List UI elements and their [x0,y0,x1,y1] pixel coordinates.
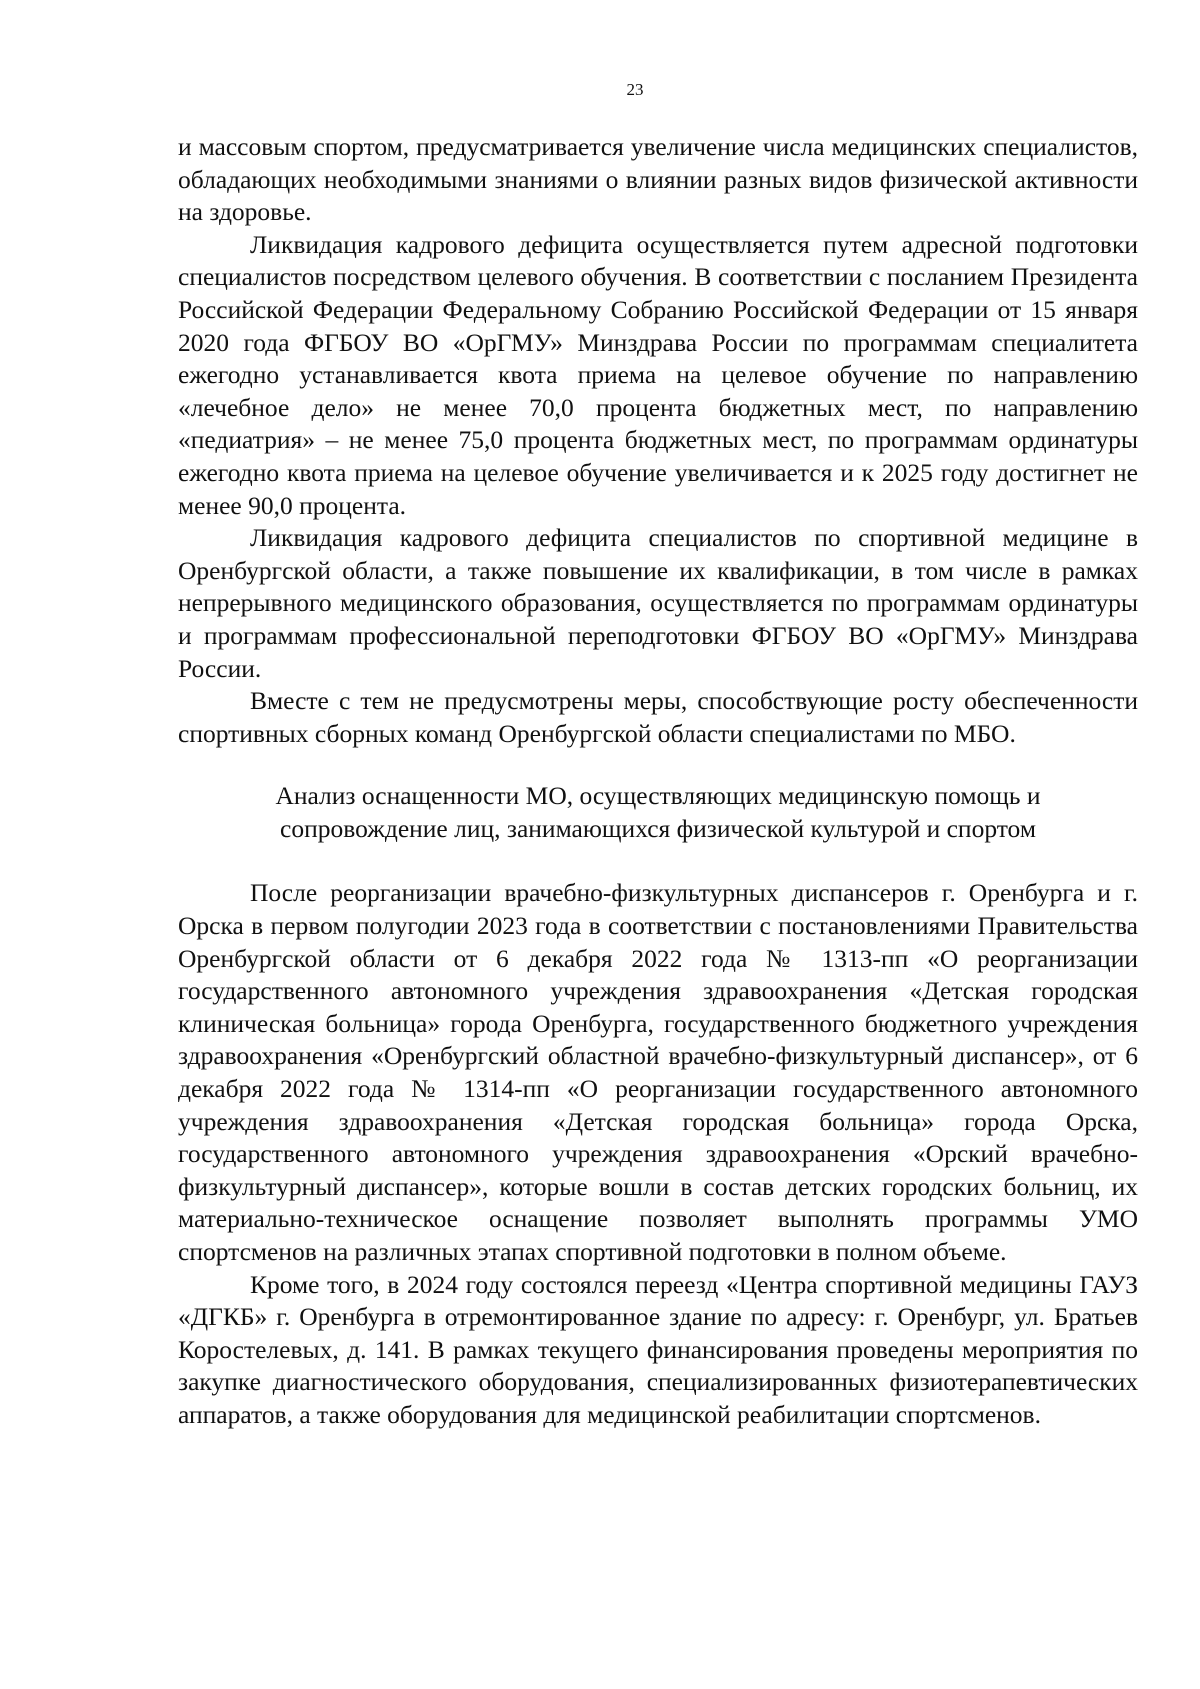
paragraph: После реорганизации врачебно-физкультурных диспансеров г. Оренбурга и г. Орска в первом полугодии 2023 года в соответствии с постановлениями Правительства Оренбургской области от 6 декабря 2022 года № 1313-пп «О реорганизации государственного автономного учреждения здравоохранения «Детская городская клиническая больница» города Оренбурга, государственного бюджетного учреждения здравоохранения «Оренбургский областной врачебно-физкультурный диспансер», от 6 декабря 2022 года № 1314-пп «О реорганизации государственного автономного учреждения здравоохранения «Детская городская больница» города Орска, государственного автономного учреждения здравоохранения «Орский врачебно-физкультурный диспансер», которые вошли в состав детских городских больниц, их материально-техническое оснащение позволяет выполнять программы УМО спортсменов на различных этапах спортивной подготовки в полном объеме. [178,878,1138,1266]
page-number: 23 [626,80,644,99]
section-heading: Анализ оснащенности МО, осуществляющих медицинскую помощь и сопровождение лиц, занимающихся физической культурой и спортом [275,781,1041,843]
paragraph: Вместе с тем не предусмотрены меры, способствующие росту обеспеченности спортивных сборных команд Оренбургской области специалистами по МБО. [178,686,1138,748]
paragraph: Ликвидация кадрового дефицита осуществляется путем адресной подготовки специалистов посредством целевого обучения. В соответствии с посланием Президента Российской Федерации Федеральному Собранию Российской Федерации от 15 января 2020 года ФГБОУ ВО «ОрГМУ» Минздрава России по программам специалитета ежегодно устанавливается квота приема на целевое обучение по направлению «лечебное дело» не менее 70,0 процента бюджетных мест, по направлению «педиатрия» – не менее 75,0 процента бюджетных мест, по программам ординатуры ежегодно квота приема на целевое обучение увеличивается и к 2025 году достигнет не менее 90,0 процента. [178,229,1138,520]
paragraph-continuation: и массовым спортом, предусматривается увеличение числа медицинских специалистов, обладающих необходимыми знаниями о влиянии разных видов физической активности на здоровье. [178,132,1138,227]
paragraph: Ликвидация кадрового дефицита специалистов по спортивной медицине в Оренбургской области, а также повышение их квалификации, в том числе в рамках непрерывного медицинского образования, осуществляется по программам ординатуры и программам профессиональной переподготовки ФГБОУ ВО «ОрГМУ» Минздрава России. [178,523,1138,683]
document-body [178,131,1138,1432]
paragraph: Кроме того, в 2024 году состоялся переезд «Центра спортивной медицины ГАУЗ «ДГКБ» г. Оренбурга в отремонтированное здание по адресу: г. Оренбург, ул. Братьев Коростелевых, д. 141. В рамках текущего финансирования проведены мероприятия по закупке диагностического оборудования, специализированных физиотерапевтических аппаратов, а также оборудования для медицинской реабилитации спортсменов. [178,1269,1138,1429]
